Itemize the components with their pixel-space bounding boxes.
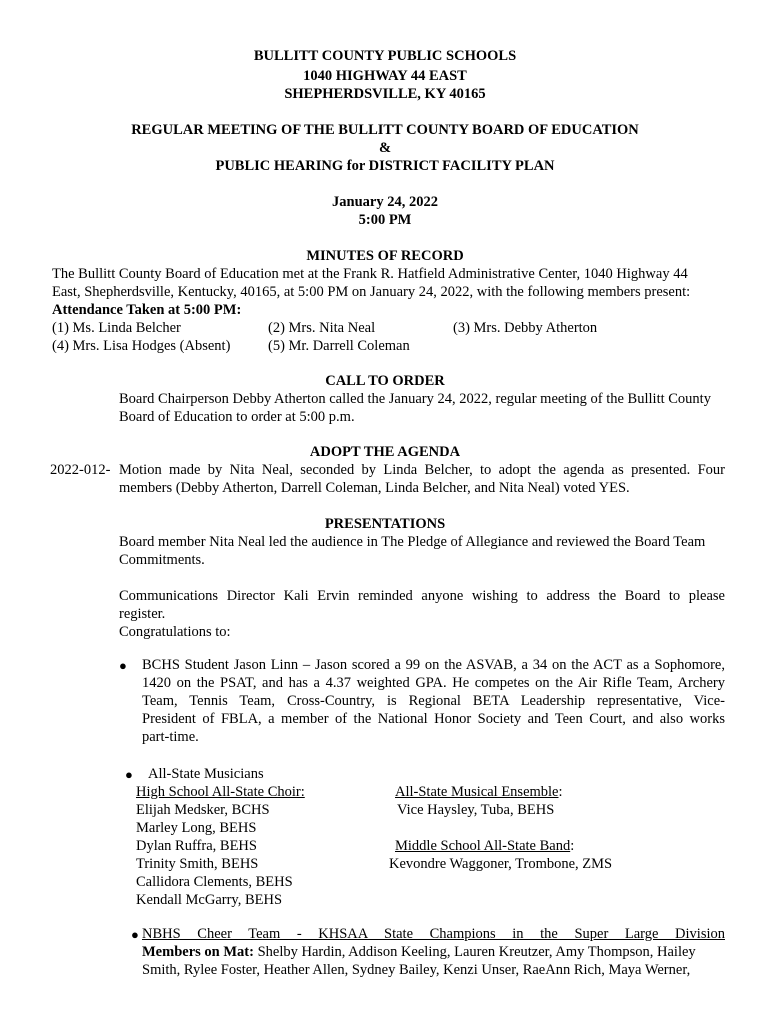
jason-line-5: part-time. [142,729,199,745]
ensemble-heading [395,783,563,801]
member-1: (1) Ms. Linda Belcher [52,320,181,336]
choir-member: Marley Long, BEHS [136,820,257,836]
musicians-label: All-State Musicians [148,766,264,782]
attendance-label: Attendance Taken at 5:00 PM: [52,302,242,318]
member-2: (2) Mrs. Nita Neal [268,320,376,336]
ms-band-heading [395,837,574,855]
cheer-members-names: Shelby Hardin, Addison Keeling, Lauren Kreutzer, Amy Thompson, Hailey [253,944,696,960]
congratulations-label: Congratulations to: [119,624,231,640]
meeting-time: 5:00 PM [358,212,412,228]
motion-number: 2022-012- [50,462,111,478]
ms-band-label: Middle School All-State Band [395,838,571,854]
bullet-icon: ● [131,927,139,942]
minutes-heading: MINUTES OF RECORD [306,248,464,264]
call-to-order-line-2: Board of Education to order at 5:00 p.m. [119,409,355,425]
hs-choir-label: High School All-State Choir: [136,784,305,800]
communications-line-1: Communications Director Kali Ervin reminded anyone wishing to address the Board to please [119,588,725,604]
ensemble-colon: : [558,784,563,800]
choir-member: Elijah Medsker, BCHS [136,802,270,818]
member-4: (4) Mrs. Lisa Hodges (Absent) [52,338,231,354]
jason-line-4: President of FBLA, a member of the National Honor Society and Teen Court, and also works [142,711,725,727]
motion-line-2: members (Debby Atherton, Darrell Coleman, Linda Belcher, and Nita Neal) voted YES. [119,480,630,496]
org-city: SHEPHERDSVILLE, KY 40165 [284,86,486,102]
jason-line-3: Team, Tennis Team, Cross-Country, is Regional BETA Leadership representative, Vice- [142,693,725,709]
minutes-line-1: The Bullitt County Board of Education met at the Frank R. Hatfield Administrative Center, 1040 Highway 44 [52,266,688,282]
org-street: 1040 HIGHWAY 44 EAST [303,68,467,84]
jason-line-2: 1420 on the PSAT, and has a 4.37 weighted GPA. He competes on the Air Rifle Team, Archery [142,675,725,691]
choir-member: Kendall McGarry, BEHS [136,892,283,908]
ms-band-colon: : [570,838,575,854]
meeting-title-1: REGULAR MEETING OF THE BULLITT COUNTY BOARD OF EDUCATION [131,122,639,138]
cheer-title: NBHS Cheer Team - KHSAA State Champions in the Super Large Division [142,926,725,942]
pledge-line-1: Board member Nita Neal led the audience in The Pledge of Allegiance and reviewed the Board Team [119,534,706,550]
bullet-icon: ● [119,658,127,673]
pledge-line-2: Commitments. [119,552,205,568]
motion-line-1: Motion made by Nita Neal, seconded by Linda Belcher, to adopt the agenda as presented. Four [119,462,725,478]
meeting-date: January 24, 2022 [332,194,438,210]
call-to-order-heading: CALL TO ORDER [325,373,445,389]
org-name: BULLITT COUNTY PUBLIC SCHOOLS [253,48,517,64]
choir-member: Trinity Smith, BEHS [136,856,259,872]
member-5: (5) Mr. Darrell Coleman [268,338,410,354]
meeting-title-amp: & [378,140,392,156]
adopt-agenda-heading: ADOPT THE AGENDA [309,444,461,460]
ensemble-member: Vice Haysley, Tuba, BEHS [397,802,555,818]
cheer-members-label: Members on Mat: [142,944,254,960]
jason-line-1: BCHS Student Jason Linn – Jason scored a 99 on the ASVAB, a 34 on the ACT as a Sophomore, [142,657,725,673]
choir-member: Dylan Ruffra, BEHS [136,838,257,854]
cheer-members-line [142,943,725,961]
ms-band-member: Kevondre Waggoner, Trombone, ZMS [389,856,613,872]
call-to-order-line-1: Board Chairperson Debby Atherton called the January 24, 2022, regular meeting of the Bullitt County [119,391,711,407]
ensemble-label: All-State Musical Ensemble [395,784,559,800]
communications-line-2: register. [119,606,166,622]
minutes-line-2: East, Shepherdsville, Kentucky, 40165, at 5:00 PM on January 24, 2022, with the following members present: [52,284,691,300]
member-3: (3) Mrs. Debby Atherton [453,320,598,336]
presentations-heading: PRESENTATIONS [324,516,446,532]
cheer-members-line-2: Smith, Rylee Foster, Heather Allen, Sydney Bailey, Kenzi Unser, RaeAnn Rich, Maya Werner, [142,962,691,978]
bullet-icon: ● [125,767,133,782]
choir-member: Callidora Clements, BEHS [136,874,293,890]
meeting-title-2: PUBLIC HEARING for DISTRICT FACILITY PLAN [215,158,555,174]
